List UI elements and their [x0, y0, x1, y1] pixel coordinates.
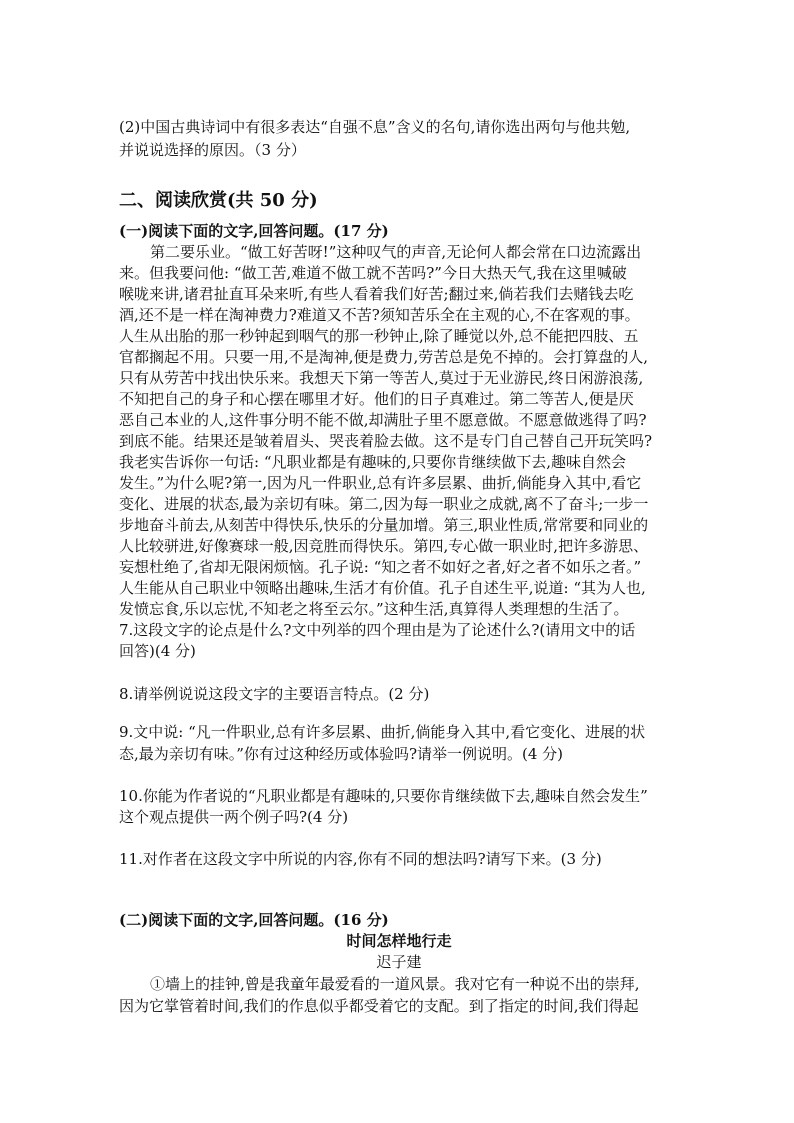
part-2-heading: (二)阅读下面的文字,回答问题。(16 分)	[119, 911, 389, 929]
question-11: 11.对作者在这段文字中所说的内容,你有不同的想法吗?请写下来。(3 分)	[119, 850, 602, 868]
passage-line: 人比较骈进,好像赛球一般,因竞胜而得快乐。第四,专心做一职业时,把许多游思、	[119, 537, 649, 555]
passage-line: 发生。”为什么呢?第一,因为凡一件职业,总有许多层累、曲折,倘能身入其中,看它	[119, 474, 642, 492]
question-7-line-2: 回答)(4 分)	[119, 642, 196, 660]
question-2-line-1: (2)中国古典诗词中有很多表达“自强不息”含义的名句,请你选出两句与他共勉,	[119, 118, 631, 136]
passage-line: 来。但我要问他: “做工苦,难道不做工就不苦吗?”今日大热天气,我在这里喊破	[119, 264, 627, 282]
passage-line: ①墙上的挂钟,曾是我童年最爱看的一道风景。我对它有一种说不出的崇拜,	[150, 975, 640, 993]
question-9-line-1: 9.文中说: “凡一件职业,总有许多层累、曲折,倘能身入其中,看它变化、进展的状	[119, 723, 646, 741]
passage-line: 到底不能。结果还是皱着眉头、哭丧着脸去做。这不是专门自己替自己开玩笑吗?	[119, 432, 653, 450]
question-10-line-1: 10.你能为作者说的“凡职业都是有趣味的,只要你肯继续做下去,趣味自然会发生”	[119, 787, 648, 805]
passage-line: 变化、进展的状态,最为亲切有味。第二,因为每一职业之成就,离不了奋斗;一步一	[119, 495, 649, 513]
question-9-line-2: 态,最为亲切有味。”你有过这种经历或体验吗?请举一例说明。(4 分)	[119, 745, 563, 763]
passage-line: 第二要乐业。“做工好苦呀!”这种叹气的声音,无论何人都会常在口边流露出	[150, 243, 642, 261]
article-title: 时间怎样地行走	[346, 932, 452, 950]
passage-line: 发愤忘食,乐以忘忧,不知老之将至云尔。”这种生活,真算得人类理想的生活了。	[119, 600, 629, 618]
passage-line: 人生从出胎的那一秒钟起到咽气的那一秒钟止,除了睡觉以外,总不能把四肢、五	[119, 327, 639, 345]
passage-line: 步地奋斗前去,从刻苦中得快乐,快乐的分量加增。第三,职业性质,常常要和同业的	[119, 516, 649, 534]
passage-line: 喉咙来讲,诸君扯直耳朵来听,有些人看着我们好苦;翻过来,倘若我们去赌钱去吃	[119, 285, 634, 303]
question-8: 8.请举例说说这段文字的主要语言特点。(2 分)	[119, 685, 430, 703]
passage-line: 不知把自己的身子和心摆在哪里才好。他们的日子真难过。第二等苦人,便是厌	[119, 390, 634, 408]
question-10-line-2: 这个观点提供一两个例子吗?(4 分)	[119, 808, 349, 826]
section-title: 二、阅读欣赏(共 50 分)	[119, 190, 318, 211]
passage-line: 只有从劳苦中找出快乐来。我想天下第一等苦人,莫过于无业游民,终日闲游浪荡,	[119, 369, 644, 387]
passage-line: 酒,还不是一样在淘神费力?难道又不苦?须知苦乐全在主观的心,不在客观的事。	[119, 306, 640, 324]
question-7-line-1: 7.这段文字的论点是什么?文中列举的四个理由是为了论述什么?(请用文中的话	[119, 621, 636, 639]
passage-line: 恶自己本业的人,这件事分明不能不做,却满肚子里不愿意做。不愿意做逃得了吗?	[119, 411, 647, 429]
passage-line: 人生能从自己职业中领略出趣味,生活才有价值。孔子自述生平,说道: “其为人也,	[119, 579, 646, 597]
passage-line: 妄想杜绝了,省却无限闲烦恼。孔子说: “知之者不如好之者,好之者不如乐之者。”	[119, 558, 642, 576]
passage-line: 我老实告诉你一句话: “凡职业都是有趣味的,只要你肯继续做下去,趣味自然会	[119, 453, 627, 471]
passage-line: 官都搁起不用。只要一用,不是淘神,便是费力,劳苦总是免不掉的。会打算盘的人,	[119, 348, 649, 366]
passage-line: 因为它掌管着时间,我们的作息似乎都受着它的支配。到了指定的时间,我们得起	[119, 997, 639, 1015]
part-1-heading: (一)阅读下面的文字,回答问题。(17 分)	[119, 222, 389, 240]
question-2-line-2: 并说说选择的原因。（3 分）	[119, 141, 306, 159]
article-author: 迟子建	[376, 953, 422, 971]
